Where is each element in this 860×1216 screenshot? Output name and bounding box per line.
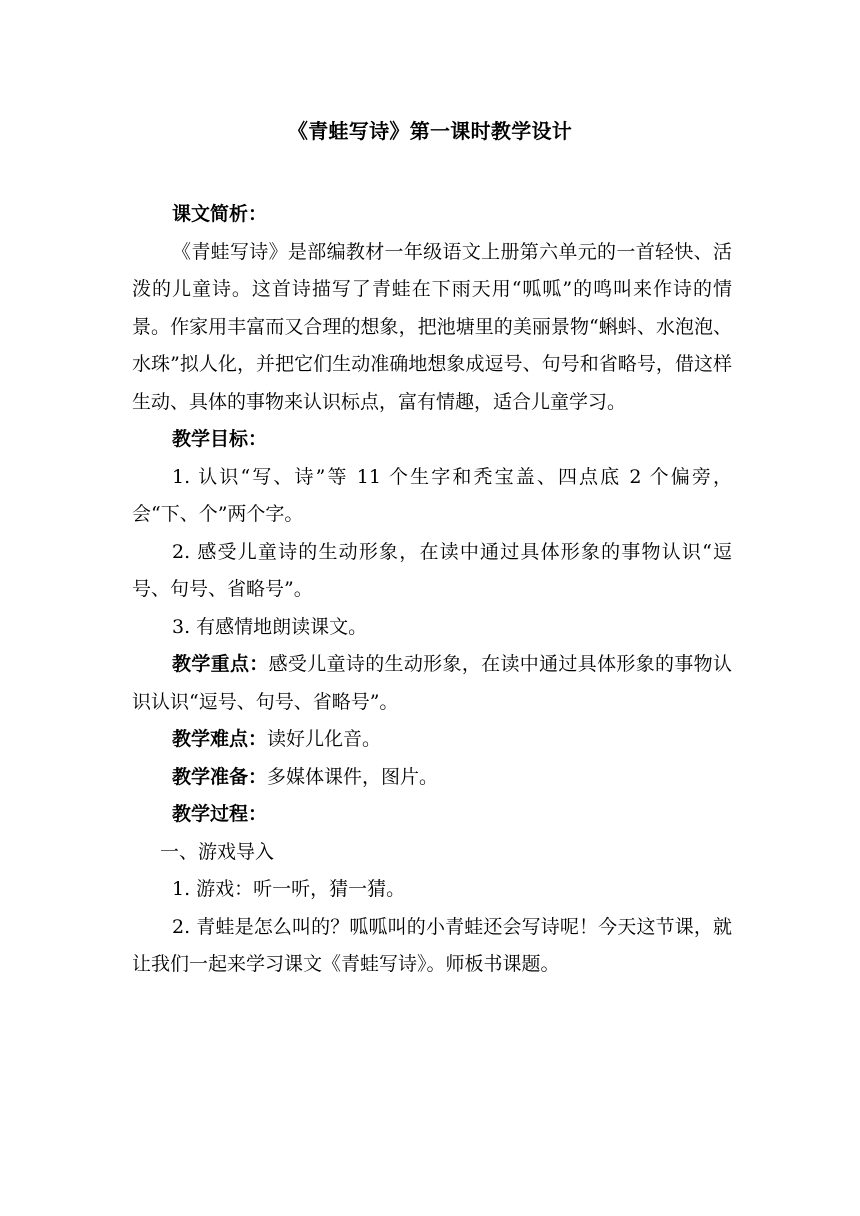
goal-item: 2. 感受儿童诗的生动形象，在读中通过具体形象的事物认识“逗号、句号、省略号”。 <box>132 540 732 600</box>
preparation-paragraph <box>132 759 732 797</box>
goals-heading: 教学目标： <box>172 428 268 450</box>
key-point-label: 教学重点： <box>172 653 269 675</box>
document-title: 《青蛙写诗》第一课时教学设计 <box>287 119 573 143</box>
step-item: 2. 青蛙是怎么叫的？呱呱叫的小青蛙还会写诗呢！今天这节课，就让我们一起来学习课文《青蛙写诗》。师板书课题。 <box>132 915 732 975</box>
process-heading: 教学过程： <box>172 803 268 825</box>
preparation-label: 教学准备： <box>172 765 268 788</box>
preparation-text: 多媒体课件，图片。 <box>267 765 439 788</box>
key-point-paragraph <box>132 646 732 721</box>
summary-paragraph: 《青蛙写诗》是部编教材一年级语文上册第六单元的一首轻快、活泼的儿童诗。这首诗描写了青蛙在下雨天用“呱呱”的鸣叫来作诗的情景。作家用丰富而又合理的想象，把池塘里的美丽景物“蝌蚪、水泡泡、水珠”拟人化，并把它们生动准确地想象成逗号、句号和省略号，借这样生动、具体的事物来认识标点，富有情趣，适合儿童学习。 <box>132 240 732 413</box>
difficulty-text: 读好儿化音。 <box>267 728 382 750</box>
section-heading: 一、游戏导入 <box>160 840 275 863</box>
document-body <box>132 196 732 984</box>
goal-item: 1. 认识“写、诗”等 11 个生字和秃宝盖、四点底 2 个偏旁，会“下、个”两个字。 <box>132 465 732 525</box>
summary-heading: 课文简析： <box>172 203 268 225</box>
difficulty-paragraph <box>132 721 732 759</box>
difficulty-label: 教学难点： <box>172 728 268 750</box>
key-point-text: 感受儿童诗的生动形象，在读中通过具体形象的事物认识认识“逗号、句号、省略号”。 <box>132 653 732 713</box>
step-item: 1. 游戏：听一听，猜一猜。 <box>172 878 406 900</box>
goal-item: 3. 有感情地朗读课文。 <box>172 615 368 638</box>
